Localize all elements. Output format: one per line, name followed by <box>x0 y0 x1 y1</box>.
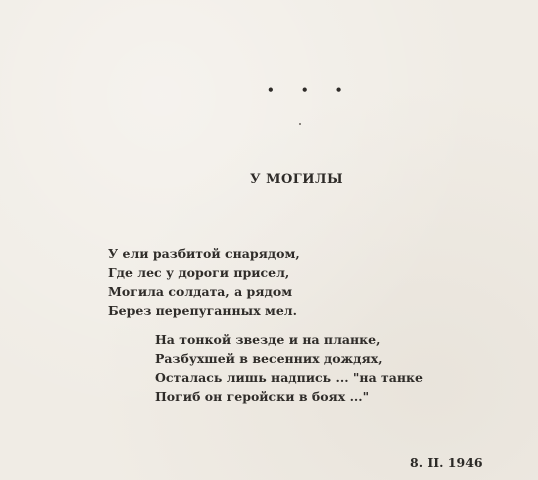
stanza-2 <box>155 330 423 406</box>
poem-line: На тонкой звезде и на планке, <box>155 332 381 347</box>
poem-line: Осталась лишь надпись ... "на танке <box>155 370 423 385</box>
poem-line: Где лес у дороги присел, <box>108 265 290 280</box>
stanza-1 <box>108 244 300 320</box>
poem-line: У ели разбитой снарядом, <box>108 246 300 261</box>
section-ornament: • • • <box>267 83 354 97</box>
page-speck <box>299 123 301 125</box>
poem-date: 8. II. 1946 <box>410 455 483 470</box>
poem-title: У МОГИЛЫ <box>250 172 344 187</box>
poem-line: Погиб он геройски в боях ..." <box>155 389 370 404</box>
poem-line: Разбухшей в весенних дождях, <box>155 351 383 366</box>
poem-line: Могила солдата, а рядом <box>108 284 293 299</box>
poem-line: Берез перепуганных мел. <box>108 303 297 318</box>
